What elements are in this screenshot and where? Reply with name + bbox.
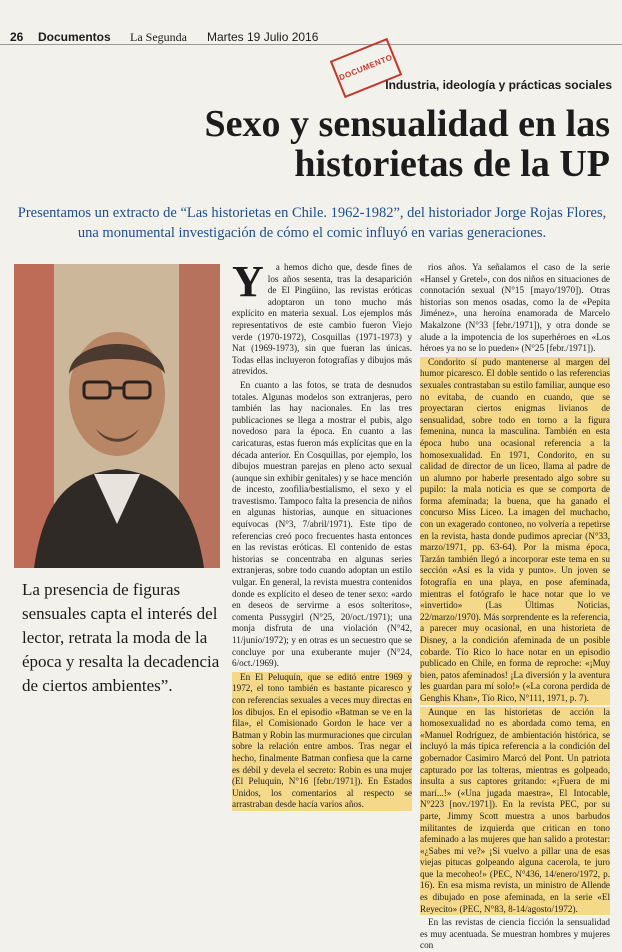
drop-cap: Y — [232, 257, 264, 306]
author-photo — [14, 264, 220, 568]
highlighted-paragraph: Condorito sí pudo mantenerse al margen del humor picaresco. El doble sentido o las referencias sexuales contrastaban su estilo familiar, aunque eso no evitaba, de cuando en cuando, que se proyectaran ciertos enigmas livianos de sensualidad, sobre todo en torno a la figura femenina, nunca la masculina. También en esta época hubo una ocasional referencia a la homosexualidad. En 1971, Condorito, en su calidad de director de un liceo, llama al padre de un alumno por haberle presentado algo sobre su pupilo: la mala noticia es que se comporta de forma afeminada; la buena, que ha ganado el concurso Miss Liceo. La imagen del muchacho, con un exagerado contoneo, no volvería a repetirse en la revista, hasta donde pudimos apreciar (N°33, marzo/1971, pp. 63-64). Por la misma época, Tarzán también llegó a incorporar este tema en su sección «Así es la vida y punto». Un joven se fotografía en una playa, en pose afeminada, mientras el fotógrafo le hace notar que lo ve «invertido» (Las Últimas Noticias, 22/marzo/1970). Más sorprendente es la referencia, a parecer muy ocasional, en una historieta de Disney, a la condición afeminada de un posible cobarde. Tío Rico lo hace notar en un episodio publicado en Chile, en forma de reproche: «¡Muy bien, patos afeminados! ¡La diversión y la aventura les guardan para mí solo!» («La corona perdida de Genghis Khan», Tío Rico, N°111, 1971, p. 7). — [420, 356, 610, 703]
issue-date: Martes 19 Julio 2016 — [207, 30, 319, 44]
newspaper-name: La Segunda — [130, 30, 187, 44]
portrait-illustration — [14, 264, 220, 568]
kicker: Industria, ideología y prácticas sociales — [385, 78, 612, 92]
paragraph: a hemos dicho que, desde fines de los años sesenta, tras la desaparición de El Pingüino, las revistas eróticas adoptaron un tono mucho más explícito en materia sexual. Los ejemplos más representativos de este cambio fueron Viejo verde (1970-1972), Cosquillas (1971-1973) y Nat (1969-1973), sin que fueran las únicas. Todas ellas incluyeron fotografías y dibujos más atrevidos. — [232, 262, 412, 377]
documento-stamp: DOCUMENTO — [330, 38, 402, 98]
masthead — [0, 0, 622, 45]
highlighted-paragraph: Aunque en las historietas de acción la homosexualidad no es abordada como tema, en «Manuel Rodríguez, de ambientación histórica, se incluyó la más típica referencia a la condición del gobernador Casimiro Marcó del Pont. Un patriota capturado por las tolteras, mientras es golpeado, insulta a sus captores gritando: «¡Fuera de mi marí...!» («Una jugada maestra», El Intocable, N°223 [nov./1971]). En la revista PEC, por su parte, Jimmy Scott muestra a unos barbudos militantes de izquierda que critican en tono afeminado a las mujeres que han salido a protestar: «¿Sabes mi ve?» ¡Si vuelvo a pillar una de esas viejas pitucas golpeando alguna cacerola, te juro que la mecoheo!» (PEC, N°436, 14/enero/1972, p. 16). En esa misma revista, un ministro de Allende es dibujado en pose afeminada, en la serie «El Reyecito» (PEC, N°83, 8-14/agosto/1972). — [420, 706, 610, 914]
paragraph: En las revistas de ciencia ficción la sensualidad es muy acentuada. Se muestran hombres y mujeres con — [420, 917, 610, 951]
section-name: Documentos — [38, 30, 111, 44]
body-column-1 — [232, 257, 412, 810]
highlighted-paragraph: En El Peluquín, que se editó entre 1969 y 1972, el tono también es bastante picaresco y con referencias sexuales a veces muy directas en los dibujos. En el episodio «Batman se ve en la fila», el Comisionado Gordon le hace ver a Batman y Robin las murmuraciones que circulan sobre la relación entre ambos. Tras negar el hecho, finalmente Batman confiesa que la carne es débil y devela el secreto: Robin es una mujer (El Peluquín, N°16 [febr./1971]). En Estados Unidos, los comentarios al respecto se arrastraban desde hacía varios años. — [232, 671, 412, 810]
pull-quote: La presencia de figuras sensuales capta el interés del lector, retrata la moda de la época y resalta la decadencia de ciertos ambientes”. — [22, 580, 220, 695]
paragraph: En cuanto a las fotos, se trata de desnudos totales. Algunas modelos son extranjeras, pero también las hay nacionales. En las tres publicaciones se llega a mostrar el pubis, algo novedoso para la época. En cuanto a las caricaturas, estas fueron más explícitas que en la década anterior. En Cosquillas, por ejemplo, los dibujos muestran parejas en pleno acto sexual (aunque sin exhibir genitales) y se hace mención de incesto, zoofilia/bestialismo, el sexo y el travestismo. Tampoco falta la presencia de niños en algunas historias, aunque en situaciones equívocas (N°3, 7/abril/1971). Este tipo de referencias creó poco frecuentes hasta entonces en las revistas eróticas. El contenido de estas historias se concentraba en algunas series extranjeras, sobre todo cuando adoptan un estilo vulgar. En general, la revista muestra contenidos donde es explícito el deseo de tener sexo: «ardo en deseos de servirme a esos solteritos», comenta Pussygirl (N°25, 20/oct./1971); una monja disfruta de una violación (N°42, 11/junio/1972); y en otras es un secuestro que se concluye por una exuberante mujer (N°24, 6/oct./1969). — [232, 379, 412, 669]
body-column-2 — [420, 262, 610, 951]
headline: Sexo y sensualidad en las historietas de la UP — [204, 103, 610, 185]
paragraph: rios años. Ya señalamos el caso de la serie «Hansel y Gretel», con dos niños en situaciones de connotación sexual (N°15 [mayo/1970]). Otras historias son menos osadas, como la de «Pepita Jiménez», una heroína enamorada de Marcelo Makalzone (N°33 [febr./1971]), y otra donde se alude a la impotencia de los superhéroes en «Los héroes ya no se lo pueden» (N°25 [febr./1971]). — [420, 262, 610, 354]
page-number: 26 — [10, 30, 24, 44]
deck: Presentamos un extracto de “Las historietas en Chile. 1962-1982”, del historiador Jorge Rojas Flores, una monumental investigación de cómo el comic influyó en varias generaciones. — [17, 205, 607, 241]
